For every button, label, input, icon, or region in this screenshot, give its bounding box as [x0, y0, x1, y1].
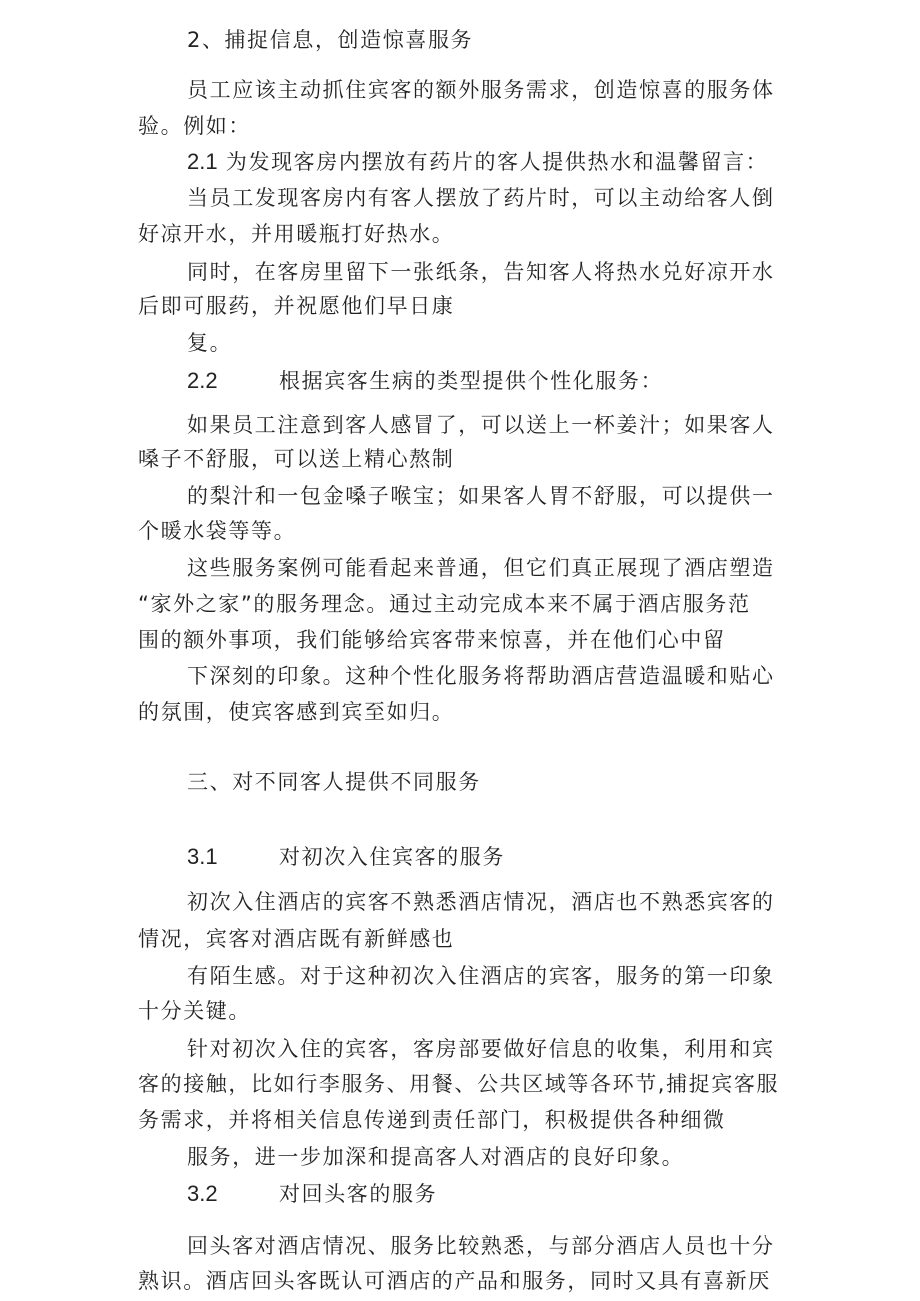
paragraph-line: 十分关键。 [138, 999, 251, 1023]
paragraph-line: 下深刻的印象。这种个性化服务将帮助酒店营造温暖和贴心 [187, 664, 775, 688]
paragraph-line: 同时，在客房里留下一张纸条，告知客人将热水兑好凉开水 [187, 260, 775, 284]
paragraph-line: 后即可服药，并祝愿他们早日康 [138, 294, 455, 318]
subsection-number: 2.1 [187, 149, 218, 174]
subsection-number: 3.2 [187, 1181, 218, 1206]
paragraph-line: 初次入住酒店的宾客不熟悉酒店情况，酒店也不熟悉宾客的 [187, 890, 775, 914]
paragraph-line: 个暖水袋等等。 [138, 519, 297, 543]
subsection-title: 对初次入住宾客的服务 [279, 845, 505, 869]
paragraph-line: 务需求，并将相关信息传递到责任部门，积极提供各种细微 [138, 1108, 726, 1132]
section-heading-2: 2、捕捉信息，创造惊喜服务 [187, 28, 474, 52]
paragraph-line: 如果员工注意到客人感冒了，可以送上一杯姜汁；如果客人 [187, 413, 775, 437]
paragraph-line: 当员工发现客房内有客人摆放了药片时，可以主动给客人倒 [187, 186, 775, 210]
subsection-heading-2-2 [187, 366, 847, 396]
subsection-title: 对回头客的服务 [279, 1182, 438, 1206]
paragraph-line: 验。例如： [138, 114, 251, 138]
paragraph-line: 有陌生感。对于这种初次入住酒店的宾客，服务的第一印象 [187, 964, 775, 988]
paragraph-line: 客的接触，比如行李服务、用餐、公共区域等各环节,捕捉宾客服 [138, 1072, 780, 1096]
paragraph-line: “家外之家”的服务理念。通过主动完成本来不属于酒店服务范 [138, 592, 751, 616]
subsection-number: 2.2 [187, 368, 218, 393]
paragraph-line: 针对初次入住的宾客，客房部要做好信息的收集，利用和宾 [187, 1037, 775, 1061]
subsection-heading-3-1 [187, 842, 847, 872]
paragraph-line: 员工应该主动抓住宾客的额外服务需求，创造惊喜的服务体 [187, 78, 775, 102]
paragraph-line: 服务，进一步加深和提高客人对酒店的良好印象。 [187, 1145, 685, 1169]
paragraph-line: 的氛围，使宾客感到宾至如归。 [138, 700, 455, 724]
paragraph-line: 嗓子不舒服，可以送上精心熬制 [138, 447, 455, 471]
subsection-title: 根据宾客生病的类型提供个性化服务： [279, 369, 664, 393]
paragraph-line: 好凉开水，并用暖瓶打好热水。 [138, 222, 455, 246]
subsection-title: 为发现客房内摆放有药片的客人提供热水和温馨留言： [217, 150, 769, 174]
paragraph-line: 的梨汁和一包金嗓子喉宝；如果客人胃不舒服，可以提供一 [187, 484, 775, 508]
paragraph-line: 这些服务案例可能看起来普通，但它们真正展现了酒店塑造 [187, 556, 775, 580]
paragraph-line: 熟识。酒店回头客既认可酒店的产品和服务，同时又具有喜新厌 [138, 1269, 771, 1293]
paragraph-line: 情况，宾客对酒店既有新鲜感也 [138, 927, 455, 951]
subsection-heading-2-1 [187, 147, 847, 177]
section-heading-3: 三、对不同客人提供不同服务 [187, 770, 481, 794]
paragraph-line: 回头客对酒店情况、服务比较熟悉，与部分酒店人员也十分 [187, 1234, 775, 1258]
subsection-number: 3.1 [187, 844, 218, 869]
paragraph-line: 围的额外事项，我们能够给宾客带来惊喜，并在他们心中留 [138, 628, 726, 652]
subsection-heading-3-2 [187, 1179, 847, 1209]
paragraph-line: 复。 [187, 331, 233, 355]
